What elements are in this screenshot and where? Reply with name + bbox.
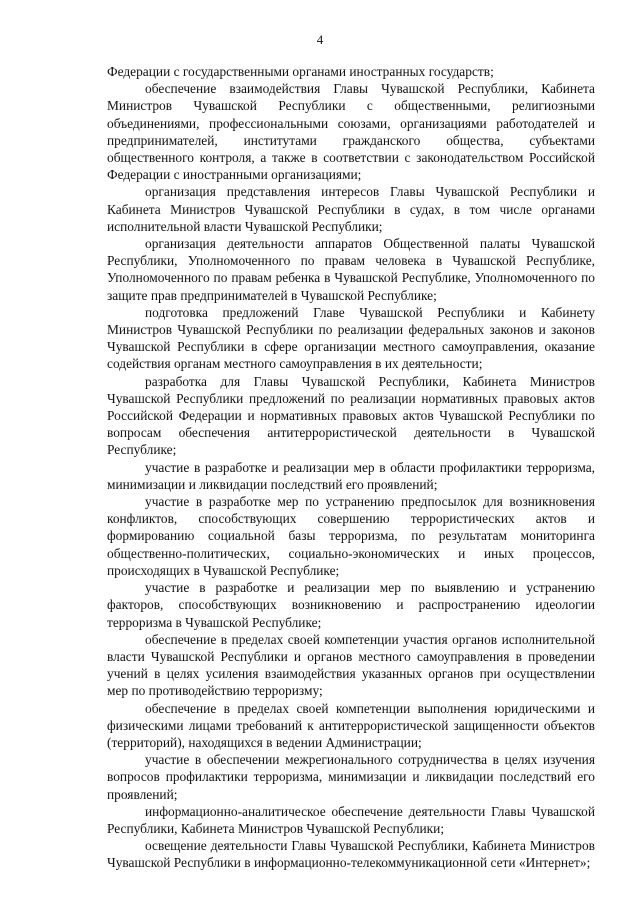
- paragraph: обеспечение в пределах своей компетенции участия органов исполнительной власти Чувашской Республики и органов местного самоуправления в проведении учений в целях усиления взаимодействия указанных органов при осуществлении мер по противодействию терроризму;: [107, 631, 595, 699]
- paragraph: Федерации с государственными органами иностранных государств;: [107, 64, 494, 79]
- paragraph: организация деятельности аппаратов Общественной палаты Чувашской Республики, Уполномоченного по правам человека в Чувашской Республике, Уполномоченного по правам ребенка в Чувашской Республике, Уполномоченного по защите прав предпринимателей в Чувашской Республике;: [107, 236, 595, 303]
- paragraph: обеспечение взаимодействия Главы Чувашской Республики, Кабинета Министров Чувашской Республики с общественными, религиозными объединениями, профессиональными союзами, организациями работодателей и предпринимателей, институтами гражданского общества, субъектами общественного контроля, а также в соответствии с законодательством Российской Федерации с иностранными организациями;: [107, 81, 595, 183]
- paragraph: участие в разработке мер по устранению предпосылок для возникновения конфликтов, способствующих совершению террористических актов и формированию социальной базы терроризма, по результатам мониторинга общественно-политических, социально-экономических и иных процессов, происходящих в Чувашской Республике;: [107, 494, 595, 578]
- paragraph: участие в разработке и реализации мер по выявлению и устранению факторов, способствующих возникновению и распространению идеологии терроризма в Чувашской Республике;: [107, 580, 595, 630]
- document-body: [107, 63, 595, 872]
- paragraph: обеспечение в пределах своей компетенции выполнения юридическими и физическими лицами требований к антитеррористической защищенности объектов (территорий), находящихся в ведении Администрации;: [107, 700, 595, 750]
- page-number: 4: [316, 32, 324, 47]
- paragraph: разработка для Главы Чувашской Республики, Кабинета Министров Чувашской Республики предложений по реализации нормативных правовых актов Российской Федерации и нормативных правовых актов Чувашской Республики по вопросам обеспечения антитеррористической деятельности в Чувашской Республике;: [107, 373, 595, 458]
- paragraph: освещение деятельности Главы Чувашской Республики, Кабинета Министров Чувашской Республики в информационно-телекоммуникационной сети «Интернет»;: [107, 838, 595, 871]
- paragraph: информационно-аналитическое обеспечение деятельности Главы Чувашской Республики, Кабинета Министров Чувашской Республики;: [107, 803, 595, 836]
- paragraph: подготовка предложений Главе Чувашской Республики и Кабинету Министров Чувашской Республики по реализации федеральных законов и законов Чувашской Республики в сфере организации местного самоуправления, оказание содействия органам местного самоуправления в их деятельности;: [107, 304, 595, 372]
- paragraph: организация представления интересов Главы Чувашской Республики и Кабинета Министров Чувашской Республики в судах, в том числе органами исполнительной власти Чувашской Республики;: [107, 184, 595, 234]
- paragraph: участие в разработке и реализации мер в области профилактики терроризма, минимизации и ликвидации последствий его проявлений;: [107, 459, 595, 492]
- paragraph: участие в обеспечении межрегионального сотрудничества в целях изучения вопросов профилактики терроризма, минимизации и ликвидации последствий его проявлений;: [107, 752, 595, 802]
